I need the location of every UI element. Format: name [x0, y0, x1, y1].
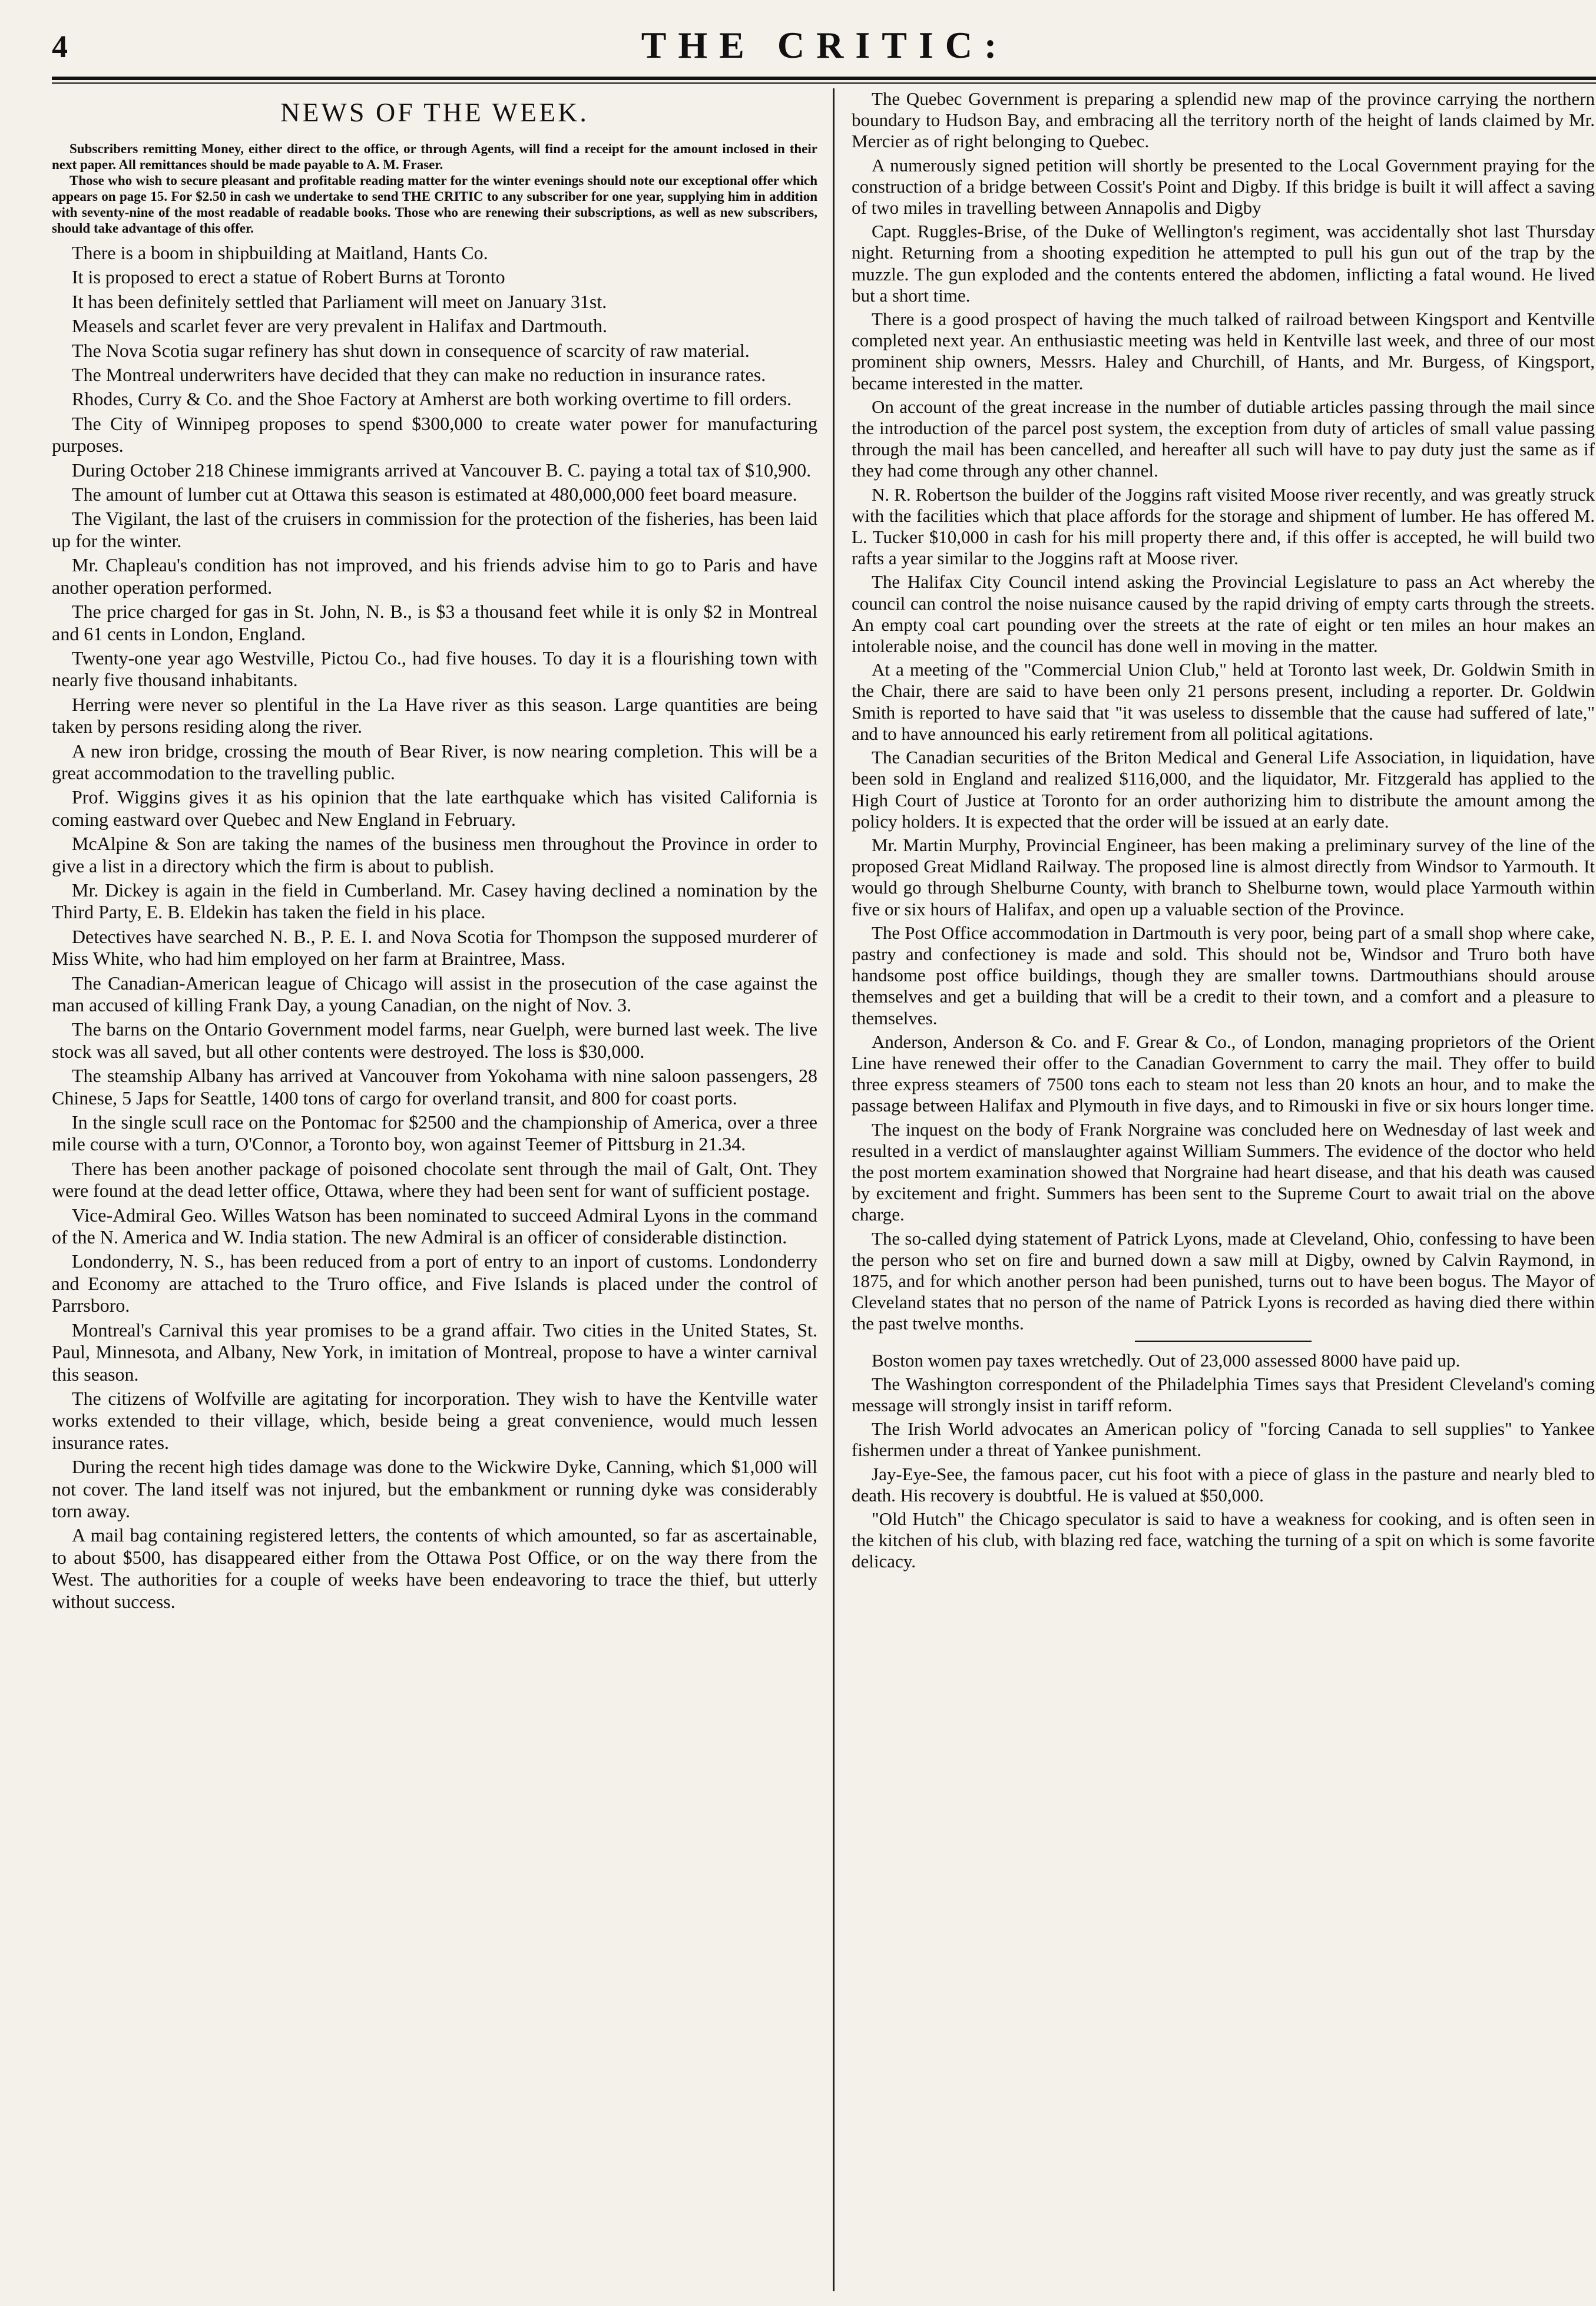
- news-item: The City of Winnipeg proposes to spend $300,000 to create water power for manufacturing purposes.: [52, 412, 817, 456]
- news-item: It is proposed to erect a statue of Robert Burns at Toronto: [72, 266, 505, 288]
- section-divider: [1135, 1341, 1312, 1342]
- news-item: There is a good prospect of having the much talked of railroad between Kingsport and Kentville completed next year. An enthusiastic meeting was held in Kentville last week, and three of our most prominent ship owners, Messrs. Haley and Churchill, of Hants, and Mr. Burgess, of Kingsport, became interested in the matter.: [852, 309, 1595, 393]
- news-item: The Post Office accommodation in Dartmouth is very poor, being part of a small shop where cake, pastry and confectioney is made and sold. This should not be, Windsor and Truro both have handsome post office buildings, though they are smaller towns. Dartmouthians should arouse themselves and get a building that will be a credit to their town, and a comfort and a pleasure to themselves.: [852, 922, 1595, 1028]
- news-item: Mr. Dickey is again in the field in Cumberland. Mr. Casey having declined a nomination by the Third Party, E. B. Eldekin has taken the field in his place.: [52, 879, 817, 923]
- news-item: The Canadian-American league of Chicago will assist in the prosecution of the case against the man accused of killing Frank Day, a young Canadian, on the night of Nov. 3.: [52, 972, 817, 1015]
- news-item: Twenty-one year ago Westville, Pictou Co., had five houses. To day it is a flourishing town with nearly five thousand inhabitants.: [52, 647, 817, 691]
- news-item: The citizens of Wolfville are agitating for incorporation. They wish to have the Kentville water works extended to their village, which, beside being a great convenience, would much lessen insurance rates.: [52, 1387, 817, 1453]
- news-item: A numerously signed petition will shortly be presented to the Local Government praying for the construction of a bridge between Cossit's Point and Digby. If this bridge is built it will affect a saving of two miles in travelling between Annapolis and Digby: [852, 154, 1595, 219]
- news-item: The Quebec Government is preparing a splendid new map of the province carrying the northern boundary to Hudson Bay, and embracing all the territory north of the height of lands claimed by Mr. Mercier as of right belonging to Quebec.: [852, 88, 1595, 152]
- news-item: Boston women pay taxes wretchedly. Out of 23,000 assessed 8000 have paid up.: [872, 1349, 1461, 1371]
- news-item: It has been definitely settled that Parliament will meet on January 31st.: [72, 290, 607, 312]
- news-item: Montreal's Carnival this year promises to be a grand affair. Two cities in the United States, St. Paul, Minnesota, and Albany, New York, in imitation of Montreal, propose to have a winter carnival this season.: [52, 1319, 817, 1385]
- columns: [52, 88, 1596, 2291]
- news-item: Mr. Chapleau's condition has not improved, and his friends advise him to go to Paris and have another operation performed.: [52, 554, 817, 598]
- newspaper-page: [52, 24, 1596, 2291]
- section-title: NEWS OF THE WEEK.: [280, 97, 589, 127]
- newspaper-title: THE CRITIC:: [641, 24, 1009, 66]
- news-item: The amount of lumber cut at Ottawa this season is estimated at 480,000,000 feet board measure.: [72, 484, 797, 505]
- column-divider: [833, 88, 835, 2291]
- masthead: [52, 24, 1596, 78]
- news-item: The barns on the Ontario Government model farms, near Guelph, were burned last week. The live stock was all saved, but all other contents were destroyed. The loss is $30,000.: [52, 1018, 817, 1062]
- masthead-rule: [52, 77, 1596, 80]
- news-item: At a meeting of the "Commercial Union Club," held at Toronto last week, Dr. Goldwin Smith in the Chair, there are said to have been only 21 persons present, including a reporter. Dr. Goldwin Smith is reported to have said that "it was useless to dissemble that the cause had suffered of late," and to have announced his early retirement from all political agitations.: [852, 659, 1595, 744]
- right-news-items: [852, 88, 1595, 1335]
- news-item: The Washington correspondent of the Philadelphia Times says that President Cleveland's coming message will strongly insist in tariff reform.: [852, 1373, 1595, 1415]
- news-item: Vice-Admiral Geo. Willes Watson has been nominated to succeed Admiral Lyons in the command of the N. America and W. India station. The new Admiral is an officer of considerable distinction.: [52, 1204, 817, 1248]
- news-item: The price charged for gas in St. John, N. B., is $3 a thousand feet while it is only $2 in Montreal and 61 cents in London, England.: [52, 601, 817, 644]
- news-item: Detectives have searched N. B., P. E. I. and Nova Scotia for Thompson the supposed murderer of Miss White, who had him employed on her farm at Braintree, Mass.: [52, 925, 817, 970]
- news-item: A new iron bridge, crossing the mouth of Bear River, is now nearing completion. This will be a great accommodation to the travelling public.: [52, 740, 817, 783]
- news-item: Mr. Martin Murphy, Provincial Engineer, has been making a preliminary survey of the line of the proposed Great Midland Railway. The proposed line is almost directly from Windsor to Yarmouth. It would go through Shelburne County, with branch to Shelburne town, would place Yarmouth within five or six hours of Halifax, and open up a valuable section of the Province.: [852, 834, 1595, 919]
- news-item: The so-called dying statement of Patrick Lyons, made at Cleveland, Ohio, confessing to have been the person who set on fire and burned down a saw mill at Digby, owned by Calvin Raymond, in 1875, and for which another person had been punished, turns out to have been bogus. The Mayor of Cleveland states that no person of the name of Patrick Lyons is recorded as having died there within the past twelve months.: [852, 1228, 1595, 1334]
- notice-paragraph: Those who wish to secure pleasant and profitable reading matter for the winter evenings should note our exceptional offer which appears on page 15. For $2.50 in cash we undertake to send THE CRITIC to any subscriber for one year, supplying him in addition with seventy-nine of the most readable of readable books. Those who are renewing their subscriptions, as well as new subscribers, should take advantage of this offer.: [52, 173, 817, 236]
- news-item: During October 218 Chinese immigrants arrived at Vancouver B. C. paying a total tax of $10,900.: [72, 459, 812, 481]
- news-item: McAlpine & Son are taking the names of the business men throughout the Province in order to give a list in a directory which the firm is about to publish.: [52, 833, 817, 876]
- news-item: Londonderry, N. S., has been reduced from a port of entry to an inport of customs. Londonderry and Economy are attached to the Truro office, and Five Islands is placed under the control of Parrsboro.: [52, 1250, 817, 1316]
- news-item: The Canadian securities of the Briton Medical and General Life Association, in liquidation, have been sold in England and realized $116,000, and the liquidator, Mr. Fitzgerald has applied to the High Court of Justice at Toronto for an order authorizing him to distribute the amount among the policy holders. It is expected that the order will be issued at an early date.: [852, 747, 1595, 832]
- news-item: The Halifax City Council intend asking the Provincial Legislature to pass an Act whereby the council can control the noise nuisance caused by the rapid driving of empty carts through the streets. An empty coal cart pounding over the streets at the rate of eight or ten miles an hour makes an intolerable noise, and the council has done well in moving in the matter.: [852, 571, 1595, 657]
- news-item: The Irish World advocates an American policy of "forcing Canada to sell supplies" to Yankee fishermen under a threat of Yankee punishment.: [852, 1418, 1595, 1461]
- news-item: Measels and scarlet fever are very prevalent in Halifax and Dartmouth.: [72, 315, 607, 337]
- news-item: The Montreal underwriters have decided that they can make no reduction in insurance rates.: [72, 364, 766, 386]
- news-item: During the recent high tides damage was done to the Wickwire Dyke, Canning, which $1,000 will not cover. The land itself was not injured, but the embankment or running dyke was considerably torn away.: [52, 1456, 817, 1521]
- news-item: "Old Hutch" the Chicago speculator is said to have a weakness for cooking, and is often seen in the kitchen of his club, with blazing red face, watching the turning of a spit on which is some favorite delicacy.: [852, 1508, 1595, 1572]
- news-item: On account of the great increase in the number of dutiable articles passing through the mail since the introduction of the parcel post system, the exception from duty of articles of small value passing through the mail has been cancelled, and hereafter all such will have to pay duty just the same as if they had come through any other channel.: [852, 396, 1595, 481]
- notice-paragraph: Subscribers remitting Money, either direct to the office, or through Agents, will find a receipt for the amount inclosed in their next paper. All remittances should be made payable to A. M. Fraser.: [52, 141, 817, 172]
- news-item: The inquest on the body of Frank Norgraine was concluded here on Wednesday of last week and resulted in a verdict of manslaughter against William Summers. The evidence of the doctor who held the post mortem examination showed that Norgraine had heart disease, and that his death was caused by excitement and fright. Summers has been sent to the Supreme Court to await trial on the above charge.: [852, 1119, 1595, 1225]
- news-item: Jay-Eye-See, the famous pacer, cut his foot with a piece of glass in the pasture and nearly bled to death. His recovery is doubtful. He is valued at $50,000.: [852, 1463, 1595, 1506]
- right-column: [852, 88, 1595, 2291]
- news-item: There has been another package of poisoned chocolate sent through the mail of Galt, Ont. They were found at the dead letter office, Ottawa, where they had been sent for want of sufficient postage.: [52, 1157, 817, 1202]
- masthead-rule-thin: [52, 82, 1596, 84]
- news-item: Anderson, Anderson & Co. and F. Grear & Co., of London, managing proprietors of the Orient Line have renewed their offer to the Canadian Government to carry the mail. They offer to build three express steamers of 7500 tons each to steam not less than 20 knots an hour, and to make the passage between Halifax and Plymouth in five days, and to Rimouski in five or six hours longer time.: [852, 1031, 1595, 1116]
- right-news-items-lower: [852, 1350, 1595, 1573]
- page-number: 4: [52, 29, 68, 64]
- news-item: The Vigilant, the last of the cruisers in commission for the protection of the fisheries, has been laid up for the winter.: [52, 508, 817, 551]
- news-item: Rhodes, Curry & Co. and the Shoe Factory at Amherst are both working overtime to fill orders.: [72, 388, 792, 410]
- left-column: [52, 88, 817, 2291]
- news-item: There is a boom in shipbuilding at Maitland, Hants Co.: [72, 242, 488, 263]
- news-item: A mail bag containing registered letters, the contents of which amounted, so far as ascertainable, to about $500, has disappeared either from the Ottawa Post Office, or on the way there from the West. The authorities for a couple of weeks have been endeavoring to trace the thief, but utterly without success.: [52, 1524, 817, 1612]
- news-item: The steamship Albany has arrived at Vancouver from Yokohama with nine saloon passengers, 28 Chinese, 5 Japs for Seattle, 1400 tons of cargo for overland transit, and 800 for coast ports.: [52, 1065, 817, 1109]
- news-item: In the single scull race on the Pontomac for $2500 and the championship of America, over a three mile course with a turn, O'Connor, a Toronto boy, won against Teemer of Pittsburg in 21.34.: [52, 1111, 817, 1155]
- left-news-items: [52, 242, 817, 1613]
- subscriber-notice: [52, 141, 817, 236]
- news-item: Herring were never so plentiful in the La Have river as this season. Large quantities are being taken by persons residing along the river.: [52, 693, 817, 737]
- news-item: The Nova Scotia sugar refinery has shut down in consequence of scarcity of raw material.: [72, 339, 750, 361]
- news-item: Prof. Wiggins gives it as his opinion that the late earthquake which has visited California is coming eastward over Quebec and New England in February.: [52, 786, 817, 830]
- news-item: N. R. Robertson the builder of the Joggins raft visited Moose river recently, and was greatly struck with the facilities which that place affords for the storage and shipment of lumber. He has offered M. L. Tucker $10,000 in cash for his mill property there and, if this offer is accepted, he will build two rafts a year similar to the Joggins raft at Moose river.: [852, 484, 1595, 569]
- news-item: Capt. Ruggles-Brise, of the Duke of Wellington's regiment, was accidentally shot last Thursday night. Returning from a shooting expedition he attempted to pull his gun out of the trap by the muzzle. The gun exploded and the contents entered the abdomen, inflicting a fatal wound. He lived but a short time.: [852, 221, 1595, 306]
